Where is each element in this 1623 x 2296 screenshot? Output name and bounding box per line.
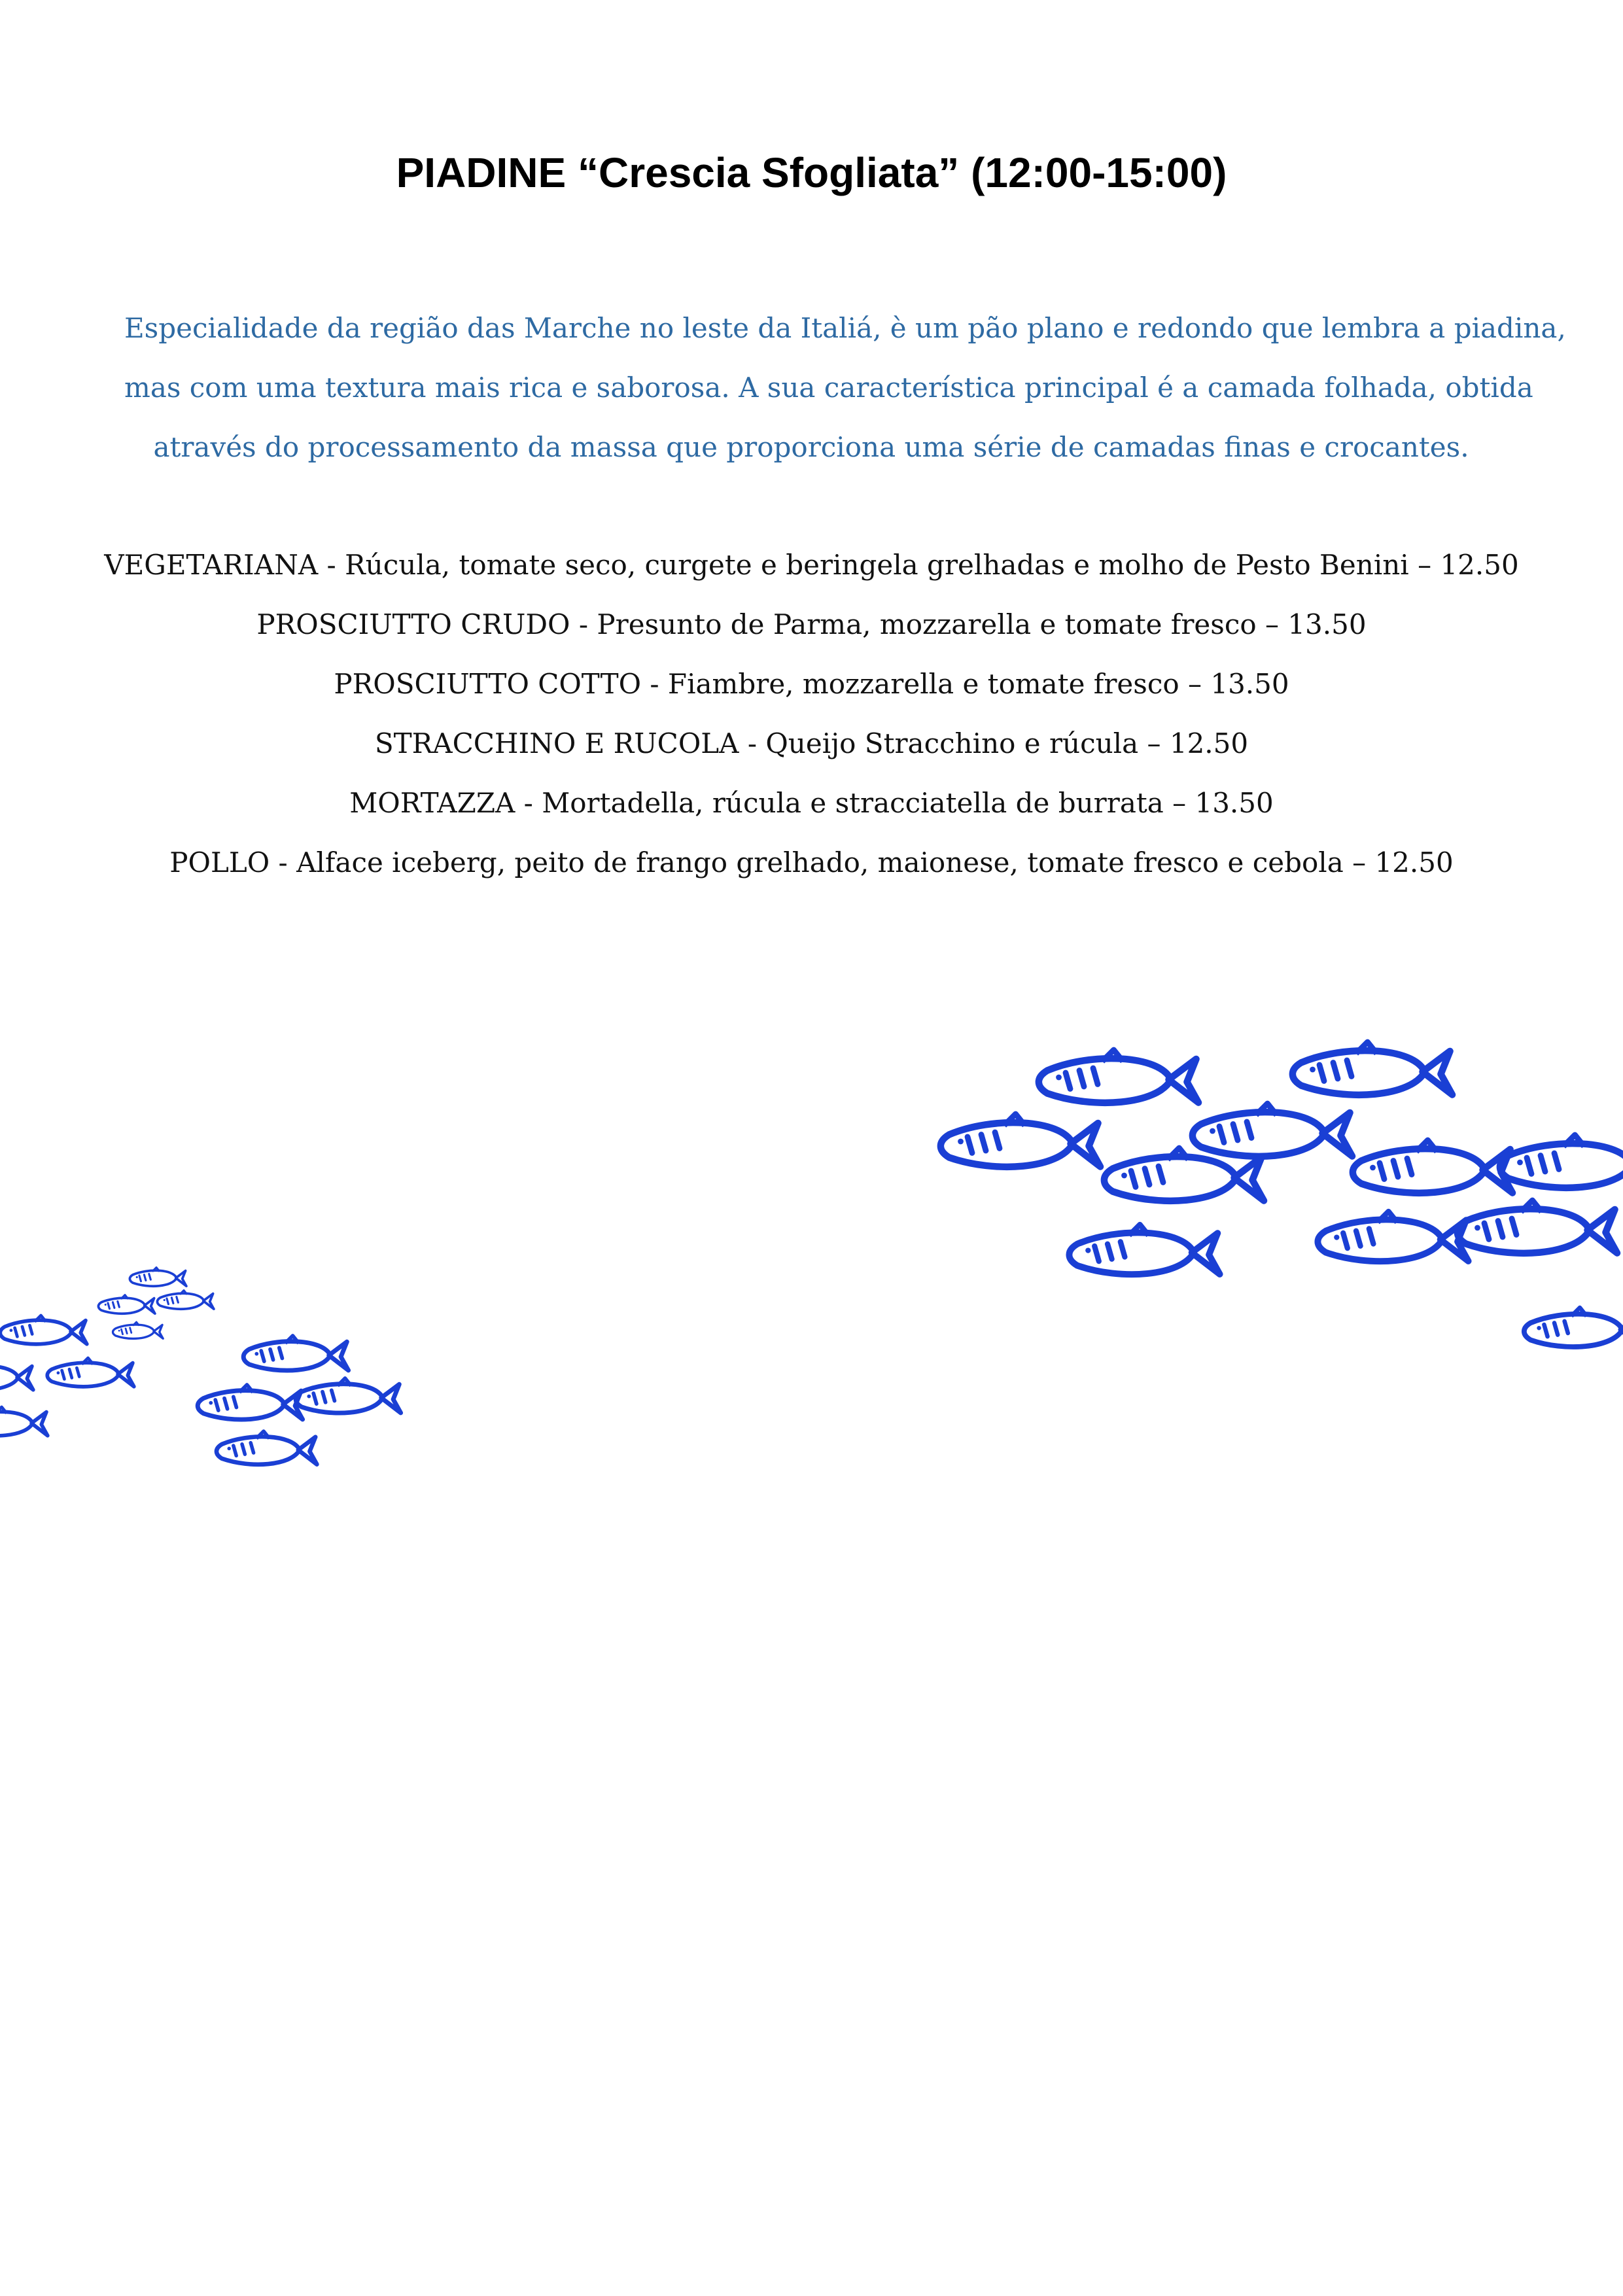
menu-item: STRACCHINO E RUCOLA - Queijo Stracchino e rúcula – 12.50	[374, 727, 1249, 759]
fish-icon	[98, 1295, 154, 1314]
intro-line: Especialidade da região das Marche no leste da Italiá, è um pão plano e redondo que lembra a piadina,	[124, 312, 1566, 344]
fish-icon	[130, 1268, 186, 1287]
page-title: PIADINE “Crescia Sfogliata” (12:00-15:00)	[396, 149, 1227, 196]
fish-icon	[198, 1385, 302, 1419]
fish-icon	[1457, 1200, 1617, 1253]
fish-icon	[243, 1336, 348, 1370]
intro-line: através do processamento da massa que proporciona uma série de camadas finas e crocantes.	[153, 431, 1469, 463]
fish-icon	[941, 1114, 1100, 1167]
fish-icon	[0, 1361, 33, 1390]
menu-item: PROSCIUTTO COTTO - Fiambre, mozzarella e tomate fresco – 13.50	[334, 668, 1289, 700]
intro-line: mas com uma textura mais rica e saborosa. A sua característica principal é a camada folhada, obtida	[124, 372, 1533, 404]
fish-icon	[113, 1322, 163, 1338]
fish-icon	[1353, 1140, 1512, 1193]
fish-icon	[1293, 1042, 1452, 1095]
fish-icon	[217, 1431, 317, 1465]
fish-icon	[1500, 1135, 1623, 1188]
fish-icon	[0, 1407, 48, 1436]
fish-icon	[47, 1358, 134, 1387]
fish-icon	[1104, 1148, 1264, 1201]
fish-icon	[157, 1291, 213, 1310]
fish-group-large	[941, 1042, 1623, 1347]
fish-icon	[1318, 1211, 1468, 1261]
fish-icon	[1193, 1104, 1352, 1157]
fish-icon	[1069, 1225, 1219, 1274]
menu-item: MORTAZZA - Mortadella, rúcula e stracciatella de burrata – 13.50	[349, 787, 1274, 819]
menu-item: PROSCIUTTO CRUDO - Presunto de Parma, mozzarella e tomate fresco – 13.50	[256, 608, 1367, 640]
fish-icon	[1524, 1308, 1623, 1347]
fish-group-small	[0, 1268, 401, 1465]
intro-paragraph	[124, 298, 1566, 477]
fish-icon	[296, 1378, 400, 1413]
fish-icon	[1039, 1050, 1198, 1103]
menu-list	[0, 535, 1623, 892]
menu-item: VEGETARIANA - Rúcula, tomate seco, curgete e beringela grelhadas e molho de Pesto Benini – 12.50	[104, 549, 1519, 581]
fish-icon	[0, 1315, 87, 1344]
menu-item: POLLO - Alface iceberg, peito de frango grelhado, maionese, tomate fresco e cebola – 12.50	[169, 846, 1454, 878]
